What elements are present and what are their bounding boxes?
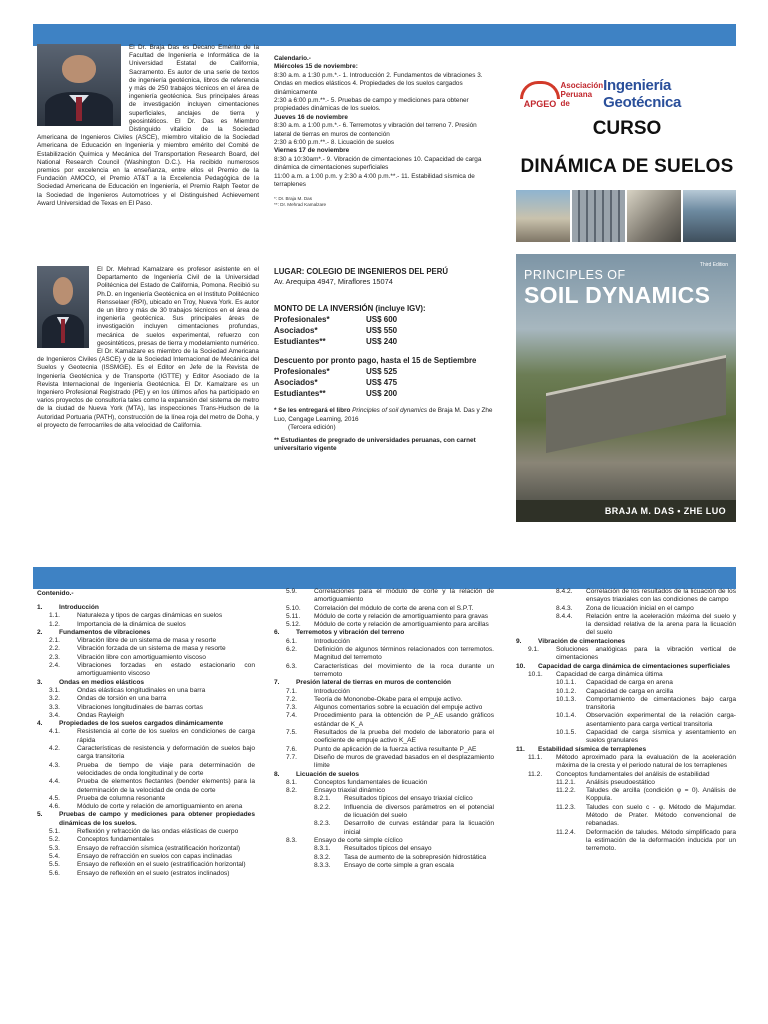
toc-text: Resultados típicos del ensayo bbox=[344, 845, 432, 853]
toc-text: Punto de aplicación de la fuerza activa resultante P_AE bbox=[314, 745, 477, 753]
apgeo-logo-icon: APGEO bbox=[518, 79, 556, 109]
prices bbox=[274, 304, 496, 454]
toc-entry bbox=[274, 795, 494, 803]
photo-strip-1 bbox=[516, 190, 570, 242]
toc-entry bbox=[37, 704, 255, 712]
toc-text: Observación experimental de la relación carga-asentamiento para carga vertical transitoria bbox=[586, 712, 736, 728]
toc-text: Zona de licuación inicial en el campo bbox=[586, 604, 694, 612]
toc-number: 9.1. bbox=[528, 646, 539, 654]
toc-number: 1.2. bbox=[49, 620, 60, 628]
apgeo-logo bbox=[518, 72, 734, 116]
toc-entry bbox=[37, 712, 255, 720]
toc-number: 4.1. bbox=[49, 728, 60, 736]
price-label: Asociados* bbox=[274, 326, 318, 335]
toc-number: 7.7. bbox=[286, 753, 297, 761]
toc-number: 5.9. bbox=[286, 588, 297, 595]
day-3-session-1: 8:30 a 10:30am*.- 9. Vibración de cimentaciones 10. Capacidad de carga dinámica de cimentaciones superficiales bbox=[274, 155, 482, 172]
price-row bbox=[274, 377, 496, 388]
toc-text: Relación entre la aceleración máxima del suelo y la densidad relativa de la arena para la licuación del suelo bbox=[586, 612, 736, 637]
toc-number: 8.4.2. bbox=[556, 588, 573, 595]
toc-number: 11.2.3. bbox=[556, 803, 576, 811]
toc-text: Capacidad de carga en arena bbox=[586, 679, 673, 687]
venue-title: LUGAR: COLEGIO DE INGENIEROS DEL PERÚ bbox=[274, 267, 449, 276]
bottom-banner-bar bbox=[33, 567, 736, 589]
toc-text: Método aproximado para la evaluación de la aceleración máxima de la cresta y el periodo natural de los terraplenes bbox=[556, 753, 736, 770]
toc-number: 4.4. bbox=[49, 778, 60, 786]
toc-number: 4.2. bbox=[49, 745, 60, 753]
toc-entry bbox=[37, 845, 255, 853]
toc-text: Vibraciones longitudinales de barras cortas bbox=[77, 703, 203, 711]
toc-text: Características de resistencia y deformación de suelos bajo carga transitoria bbox=[77, 745, 255, 761]
toc-entry bbox=[274, 663, 494, 680]
toc-text: Influencia de diversos parámetros en el potencial de licuación del suelo bbox=[344, 803, 494, 820]
toc-text: Ondas elásticas longitudinales en una barra bbox=[77, 686, 206, 694]
toc-number: 7.6. bbox=[286, 745, 297, 753]
toc-number: 6.3. bbox=[286, 662, 297, 670]
calendar-title: Calendario.- bbox=[274, 55, 311, 62]
discount-title: Descuento por pronto pago, hasta el 15 de Septiembre bbox=[274, 356, 477, 365]
price-value: US$ 200 bbox=[366, 389, 398, 398]
toc-entry bbox=[274, 845, 494, 853]
day-3: Viernes 17 de noviembre bbox=[274, 147, 350, 155]
toc-entry bbox=[274, 646, 494, 663]
toc-number: 5.4. bbox=[49, 852, 60, 860]
toc-number: 3.1. bbox=[49, 686, 60, 694]
toc-number: 5.1. bbox=[49, 828, 60, 836]
toc-text: Ondas Rayleigh bbox=[77, 711, 124, 719]
toc-text: Módulo de corte y relación de amortiguamiento en arena bbox=[77, 803, 243, 811]
toc-number: 2.2. bbox=[49, 645, 60, 653]
toc-text: Algunos comentarios sobre la ecuación del empuje activo bbox=[314, 704, 483, 712]
toc-text: Desarrollo de curvas estándar para la licuación inicial bbox=[344, 820, 494, 836]
price-value: US$ 475 bbox=[366, 378, 398, 387]
toc-entry bbox=[274, 704, 494, 712]
toc-text: Ensayo de refracción sísmica (estratificación horizontal) bbox=[77, 844, 241, 852]
toc-text: Diseño de muros de gravedad basados en el desplazamiento límite bbox=[314, 753, 494, 770]
day-2-session-1: 8:30 a.m. a 1:00 p.m.*.- 6. Terremotos y vibración del terreno 7. Presión lateral de tierras en muros de contención bbox=[274, 122, 477, 138]
toc-text: Módulo de corte y relación de amortiguamiento para arcillas bbox=[314, 621, 489, 629]
toc-text: Naturaleza y tipos de cargas dinámicas en suelos bbox=[77, 612, 223, 620]
price-row bbox=[274, 325, 496, 336]
toc-entry bbox=[274, 787, 494, 795]
photo-strip bbox=[516, 190, 736, 242]
toc-number: 8.4.4. bbox=[556, 612, 573, 620]
toc-text: Definición de algunos términos relacionados con terremotos. Magnitud del terremoto bbox=[314, 646, 494, 662]
calendar bbox=[274, 55, 494, 208]
toc-text: Soluciones analógicas para la vibración vertical de cimentaciones bbox=[556, 646, 736, 662]
toc-heading: Contenido.- bbox=[37, 590, 74, 597]
toc-entry bbox=[37, 778, 255, 795]
toc-entry bbox=[274, 771, 494, 779]
toc-text: Procedimiento para la obtención de P_AE usando gráficos estándar de K_A bbox=[314, 712, 494, 728]
toc-number: 6. bbox=[274, 629, 280, 637]
toc-number: 11.2. bbox=[528, 770, 543, 778]
discount-price-list bbox=[274, 366, 496, 399]
toc-entry bbox=[516, 663, 736, 671]
toc-number: 5.2. bbox=[49, 836, 60, 844]
das-bio: El Dr. Braja Das es Decano Emérito de la Facultad de Ingeniería e Informática de la Universidad Estatal de California, Sacramento. Es autor de una serie de textos de ingeniería geotécnica, libros de referencia y más de 250 trabajos técnicos en el área de ingeniería geotécnica. Sus principales áreas de investigación incluyen cimentaciones superficiales, anclajes de tierra y geosintéticos. El Dr. Das es Miembro Distinguido vitalicio de la Sociedad Americana de Ingenieros Civiles (ASCE), miembro vitalicio de la Sociedad Americana de Educación en Ingeniería y miembro emérito del Comité de Estabilización Química y Mecánica del Transportation Research Board, del National Research Council (Washington D.C.). Ha recibido numerosos premios por excelencia en la enseñanza, entre ellos el Premio de la Fundación AMOCO, el Premio AT&T a la Excelencia Pedagógica de la Sociedad Americana de Educación en Ingeniería, el Premio Ralph Teetor de la Sociedad de Ingenieros Automotrices y el Distinguished Achievement Award Universidad de Texas en El Paso. bbox=[37, 44, 259, 207]
toc-number: 2.4. bbox=[49, 662, 60, 670]
toc-entry bbox=[274, 629, 494, 637]
price-value: US$ 525 bbox=[366, 367, 398, 376]
top-banner-bar bbox=[33, 24, 736, 46]
toc-text: Fundamentos de vibraciones bbox=[59, 628, 151, 636]
toc-entry bbox=[274, 638, 494, 646]
toc-number: 5.3. bbox=[49, 844, 60, 852]
toc-entry bbox=[37, 811, 255, 828]
toc-entry bbox=[37, 654, 255, 662]
toc-entry bbox=[37, 629, 255, 637]
toc-entry bbox=[37, 861, 255, 869]
toc-number: 8.3.1. bbox=[314, 845, 331, 853]
toc-entry bbox=[274, 820, 494, 837]
toc-number: 10.1. bbox=[528, 670, 543, 678]
toc-number: 3.2. bbox=[49, 695, 60, 703]
bio-panel bbox=[37, 44, 259, 208]
toc-column-2 bbox=[274, 588, 494, 870]
venue bbox=[274, 267, 496, 287]
price-row bbox=[274, 314, 496, 325]
toc-entry bbox=[274, 588, 494, 605]
toc-number: 9. bbox=[516, 637, 522, 645]
venue-address: Av. Arequipa 4947, Miraflores 15074 bbox=[274, 277, 393, 286]
toc-text: Características del movimiento de la roca durante un terremoto bbox=[314, 662, 494, 678]
toc-text: Introducción bbox=[314, 687, 350, 695]
toc-entry bbox=[37, 828, 255, 836]
toc-text: Presión lateral de tierras en muros de contención bbox=[296, 679, 452, 687]
toc-text: Módulo de corte y relación de amortiguamiento para gravas bbox=[314, 612, 489, 620]
toc-number: 4.3. bbox=[49, 761, 60, 769]
toc-number: 7.4. bbox=[286, 712, 297, 720]
price-row bbox=[274, 336, 496, 347]
toc-number: 5.12. bbox=[286, 621, 301, 629]
toc-number: 7.5. bbox=[286, 729, 297, 737]
toc-text: Propiedades de los suelos cargados dinámicamente bbox=[59, 720, 224, 728]
toc-text: Vibración forzada de un sistema de masa y resorte bbox=[77, 645, 226, 653]
toc-number: 5.10. bbox=[286, 604, 301, 612]
toc-entry bbox=[516, 779, 736, 787]
toc-entry bbox=[37, 687, 255, 695]
toc-text: Capacidad de carga dinámica última bbox=[556, 670, 663, 678]
price-label: Profesionales* bbox=[274, 367, 330, 376]
toc-number: 1.1. bbox=[49, 612, 60, 620]
day-2: Jueves 16 de noviembre bbox=[274, 113, 348, 121]
toc-text: Capacidad de carga en arcilla bbox=[586, 687, 674, 695]
toc-entry bbox=[516, 688, 736, 696]
toc-number: 11. bbox=[516, 745, 525, 753]
toc-entry bbox=[37, 795, 255, 803]
toc-number: 4. bbox=[37, 720, 43, 728]
toc-entry bbox=[37, 870, 255, 878]
toc-text: Prueba de columna resonante bbox=[77, 794, 166, 802]
toc-number: 8.2.3. bbox=[314, 820, 331, 828]
toc-number: 11.2.2. bbox=[556, 787, 576, 795]
toc-entry bbox=[274, 605, 494, 613]
toc-number: 10.1.1. bbox=[556, 679, 577, 687]
toc-text: Conceptos fundamentales del análisis de estabilidad bbox=[556, 770, 710, 778]
toc-text: Estabilidad sísmica de terraplenes bbox=[538, 745, 647, 753]
toc-entry bbox=[516, 696, 736, 713]
toc-number: 7.3. bbox=[286, 704, 297, 712]
toc-number: 5.11. bbox=[286, 612, 301, 620]
toc-text: Prueba de tiempo de viaje para determinación de velocidades de onda longitudinal y de corte bbox=[77, 761, 255, 777]
toc-entry bbox=[274, 688, 494, 696]
toc-entry bbox=[274, 621, 494, 629]
toc-text: Correlaciones para el módulo de corte y la relación de amortiguamiento bbox=[314, 588, 494, 604]
toc-entry bbox=[37, 803, 255, 811]
price-label: Estudiantes** bbox=[274, 337, 326, 346]
toc-text: Resultados típicos del ensayo triaxial cíclico bbox=[344, 795, 473, 803]
toc-entry bbox=[274, 613, 494, 621]
toc-text: Introducción bbox=[314, 637, 350, 645]
price-value: US$ 240 bbox=[366, 337, 398, 346]
toc-text: Vibración libre con amortiguamiento viscoso bbox=[77, 653, 206, 661]
toc-text: Importancia de la dinámica de suelos bbox=[77, 620, 186, 628]
book-cover bbox=[516, 254, 736, 522]
toc-number: 8.3. bbox=[286, 836, 297, 844]
toc-entry bbox=[516, 729, 736, 746]
toc-entry bbox=[37, 695, 255, 703]
toc-number: 8.2. bbox=[286, 787, 297, 795]
day-3-session-2: 11:00 a.m. a 1:00 p.m. y 2:30 a 4:00 p.m.**.- 11. Estabilidad sísmica de terraplenes bbox=[274, 172, 475, 189]
toc-number: 3.3. bbox=[49, 703, 60, 711]
toc-text: Conceptos fundamentales de licuación bbox=[314, 778, 428, 786]
toc-number: 3. bbox=[37, 678, 43, 686]
toc-number: 8.2.2. bbox=[314, 803, 331, 811]
toc-entry bbox=[37, 612, 255, 620]
book-authors: BRAJA M. DAS • ZHE LUO bbox=[516, 500, 736, 522]
toc-number: 1. bbox=[37, 604, 43, 611]
logo-name: Ingeniería Geotécnica bbox=[603, 77, 682, 111]
toc-number: 8.4.3. bbox=[556, 604, 573, 612]
toc-number: 7.1. bbox=[286, 687, 297, 695]
toc-number: 2. bbox=[37, 628, 43, 636]
toc-number: 10.1.4. bbox=[556, 712, 577, 720]
toc-entry bbox=[516, 771, 736, 779]
toc-entry bbox=[516, 804, 736, 829]
toc-text: Ensayo de corte simple a gran escala bbox=[344, 861, 454, 869]
footnote-2: **: Dr. Mehrad Kamalzare bbox=[274, 201, 327, 207]
toc-number: 7.2. bbox=[286, 695, 297, 703]
toc-text: Prueba de elementos flectantes (bender elements) para la determinación de la velocidad de onda de corte bbox=[77, 778, 255, 794]
toc-number: 11.2.1. bbox=[556, 778, 576, 786]
toc-number: 6.1. bbox=[286, 637, 297, 645]
toc-entry bbox=[516, 613, 736, 638]
toc-entry bbox=[37, 745, 255, 762]
toc-entry bbox=[37, 645, 255, 653]
toc-text: Taludes con suelo c - φ. Método de Majumdar. Método de Prater. Método convencional de rebanadas. bbox=[586, 803, 736, 828]
day-1-session-2: 2:30 a 6:00 p.m.**.- 5. Pruebas de campo y mediciones para obtener propiedades dinámicas de los suelos. bbox=[274, 97, 469, 113]
toc-text: Taludes de arcilla (condición φ = 0). Análisis de Koppula. bbox=[586, 787, 736, 803]
toc-entry bbox=[274, 746, 494, 754]
toc-entry bbox=[274, 862, 494, 870]
toc-text: Correlación de los resultados de la licuación de los ensayos triaxiales con las condiciones de campo bbox=[586, 588, 736, 604]
toc-number: 5.6. bbox=[49, 869, 60, 877]
toc-text: Capacidad de carga sísmica y asentamiento en suelos granulares bbox=[586, 729, 736, 745]
toc-number: 6.2. bbox=[286, 646, 297, 654]
course-label: CURSO bbox=[592, 118, 662, 139]
das-photo bbox=[37, 44, 121, 126]
toc-entry bbox=[516, 605, 736, 613]
photo-strip-3 bbox=[627, 190, 681, 242]
toc-entry bbox=[516, 787, 736, 804]
toc-number: 8.3.2. bbox=[314, 853, 331, 861]
toc-text: Ondas de torsión en una barra bbox=[77, 695, 167, 703]
price-row bbox=[274, 388, 496, 399]
toc-entry bbox=[37, 720, 255, 728]
toc-text: Vibración de cimentaciones bbox=[538, 637, 626, 645]
toc-number: 3.4. bbox=[49, 711, 60, 719]
photo-strip-2 bbox=[572, 190, 626, 242]
toc-entry bbox=[274, 804, 494, 821]
toc-entry bbox=[274, 754, 494, 771]
toc-entry bbox=[274, 696, 494, 704]
toc-text: Terremotos y vibración del terreno bbox=[296, 629, 405, 637]
toc-entry bbox=[37, 637, 255, 645]
toc-entry bbox=[274, 679, 494, 687]
toc-text: Ensayo triaxial dinámico bbox=[314, 787, 386, 795]
toc-text: Introducción bbox=[59, 604, 99, 611]
toc-entry bbox=[516, 829, 736, 854]
toc-entry bbox=[37, 604, 255, 612]
day-1-session-1: 8:30 a.m. a 1:30 p.m.*.- 1. Introducción 2. Fundamentos de vibraciones 3. Ondas en medios elásticos 4. Propiedades de los suelos cargados dinámicamente bbox=[274, 71, 483, 96]
toc-number: 7. bbox=[274, 679, 280, 687]
kamalzare-bio: El Dr. Mehrad Kamalzare es profesor asistente en el Departamento de Ingeniería Civil de la Universidad Politécnica del Estado de California, Pomona. Recibió su Ph.D. en Ingeniería Geotécnica en el Instituto Politécnico Rensselaer (RPI), ubicado en Troy, Nueva York. Es autor de un libro y más de 30 trabajos técnicos en el área de ingeniería geotécnica. Sus principales áreas de investigación incluyen cimentaciones profundas, mecánica de suelos experimental, refuerzo con geosintéticos, presas de tierra y modelamiento numérico. El Dr. Kamalzare es miembro de la Sociedad Americana de Ingenieros Civiles (ASCE) y de la Sociedad Internacional de Mecánica del Suelos y Geotecnia (ISSMGE). Es el Editor en Jefe de la Revista de Ingeniería Geotécnica y de Transporte (IGTTE) y Editor Asociado de la Revista Internacional de Ingeniería Geotécnica. El Dr. Kamalzare es un Ingeniero Profesional Registrado (PE) y en los últimos años ha participado en varios proyectos de consultoría tales como la expansión del sistema de metro de la ciudad de Nueva York (MTA), las inspecciones Trans-Hudson de la Autoridad Portuaria (PATH), construcción de la línea roja del metro de Doha, y el proyecto de ferrocarriles de alta velocidad de California. bbox=[37, 266, 259, 429]
toc-number: 2.1. bbox=[49, 637, 60, 645]
toc-entry bbox=[516, 638, 736, 646]
toc-text: Resultados de la prueba del modelo de laboratorio para el coeficiente de empuje activo K_AE bbox=[314, 729, 494, 745]
toc-entry bbox=[516, 712, 736, 729]
footnote-1: *: Dr. Braja M. Das bbox=[274, 195, 313, 201]
toc-text: Capacidad de carga dinámica de cimentaciones superficiales bbox=[538, 662, 731, 670]
toc-number: 8.1. bbox=[286, 778, 297, 786]
toc-text: Tasa de aumento de la sobrepresión hidrostática bbox=[344, 853, 487, 861]
toc-entry bbox=[37, 728, 255, 745]
bio-panel-2 bbox=[37, 266, 259, 430]
toc-entry bbox=[274, 779, 494, 787]
course-title: DINÁMICA DE SUELOS bbox=[520, 156, 734, 177]
toc-text: Análisis pseudoestático bbox=[586, 778, 655, 786]
toc-number: 2.3. bbox=[49, 653, 60, 661]
day-1: Miércoles 15 de noviembre: bbox=[274, 63, 358, 71]
toc-text: Ensayo de reflexión en el suelo (estratificación horizontal) bbox=[77, 861, 246, 869]
toc-entry bbox=[516, 746, 736, 754]
toc-entry bbox=[37, 662, 255, 679]
toc-number: 4.5. bbox=[49, 794, 60, 802]
price-row bbox=[274, 366, 496, 377]
toc-entry bbox=[516, 588, 736, 605]
price-label: Asociados* bbox=[274, 378, 318, 387]
toc-text: Ondas en medios elásticos bbox=[59, 678, 145, 686]
toc-entry bbox=[274, 712, 494, 729]
toc-number: 10.1.3. bbox=[556, 695, 577, 703]
price-label: Profesionales* bbox=[274, 315, 330, 324]
toc-entry bbox=[516, 754, 736, 771]
book-title: SOIL DYNAMICS bbox=[524, 282, 711, 308]
toc-entry bbox=[37, 762, 255, 779]
toc-number: 10.1.2. bbox=[556, 687, 577, 695]
toc-text: Ensayo de corte simple cíclico bbox=[314, 836, 403, 844]
toc-number: 5.5. bbox=[49, 861, 60, 869]
prices-title: MONTO DE LA INVERSIÓN (incluye IGV): bbox=[274, 304, 426, 313]
toc-text: Teoría de Mononobe-Okabe para el empuje activo. bbox=[314, 695, 463, 703]
photo-strip-4 bbox=[683, 190, 737, 242]
toc-text: Ensayo de refracción en suelos con capas inclinadas bbox=[77, 852, 233, 860]
toc-text: Ensayo de reflexión en el suelo (estratos inclinados) bbox=[77, 869, 230, 877]
book-pretitle: PRINCIPLES OF bbox=[524, 268, 626, 282]
toc-number: 11.1. bbox=[528, 753, 543, 761]
toc-text: Pruebas de campo y mediciones para obtener propiedades dinámicas de los suelos. bbox=[59, 811, 255, 827]
toc-entry bbox=[37, 679, 255, 687]
toc-text: Resistencia al corte de los suelos en condiciones de carga rápida bbox=[77, 728, 255, 744]
toc-number: 8. bbox=[274, 770, 280, 778]
toc-entry bbox=[37, 836, 255, 844]
toc-number: 4.6. bbox=[49, 803, 60, 811]
toc-text: Licuación de suelos bbox=[296, 770, 360, 778]
toc-number: 8.2.1. bbox=[314, 795, 331, 803]
price-value: US$ 550 bbox=[366, 326, 398, 335]
toc-text: Vibraciones forzadas en estado estacionario con amortiguamiento viscoso bbox=[77, 662, 255, 678]
toc-number: 8.3.3. bbox=[314, 861, 331, 869]
toc-entry bbox=[274, 837, 494, 845]
toc-text: Deformación de taludes. Método simplificado para la estimación de la deformación inducida por un terremoto. bbox=[586, 828, 736, 853]
toc-number: 11.2.4. bbox=[556, 828, 576, 836]
logo-association: Asociación Peruana de bbox=[560, 80, 604, 108]
book-note: * Se les entregará el libro Principles of soil dynamics de Braja M. Das y Zhe Luo, Cengage Learning, 2016 (Tercera edición) bbox=[274, 407, 493, 432]
book-edition: Third Edition bbox=[699, 262, 728, 268]
toc-number: 10. bbox=[516, 662, 526, 670]
toc-entry bbox=[274, 729, 494, 746]
toc-text: Vibración libre de un sistema de masa y resorte bbox=[77, 637, 217, 645]
price-label: Estudiantes** bbox=[274, 389, 326, 398]
toc-text: Reflexión y refracción de las ondas elásticas de cuerpo bbox=[77, 828, 239, 836]
toc-entry bbox=[37, 621, 255, 629]
toc-entry bbox=[274, 854, 494, 862]
toc-text: Correlación del módulo de corte de arena con el S.P.T. bbox=[314, 604, 474, 612]
toc-column-3 bbox=[516, 588, 736, 854]
day-2-session-2: 2:30 a 6:00 p.m.**.- 8. Licuación de suelos bbox=[274, 139, 395, 147]
toc-entry bbox=[516, 671, 736, 679]
toc-column-1 bbox=[37, 604, 255, 878]
toc-entry bbox=[516, 679, 736, 687]
toc-number: 5. bbox=[37, 811, 43, 819]
toc-text: Comportamiento de cimentaciones bajo carga transitoria bbox=[586, 695, 736, 712]
kamalzare-photo bbox=[37, 266, 89, 348]
toc-text: Conceptos fundamentales bbox=[77, 836, 154, 844]
price-list bbox=[274, 314, 496, 347]
toc-entry bbox=[37, 853, 255, 861]
toc-number: 10.1.5. bbox=[556, 729, 577, 737]
toc-entry bbox=[516, 646, 736, 663]
price-value: US$ 600 bbox=[366, 315, 398, 324]
student-note: ** Estudiantes de pregrado de universidades peruanas, con carnet universitario vigente bbox=[274, 436, 476, 453]
